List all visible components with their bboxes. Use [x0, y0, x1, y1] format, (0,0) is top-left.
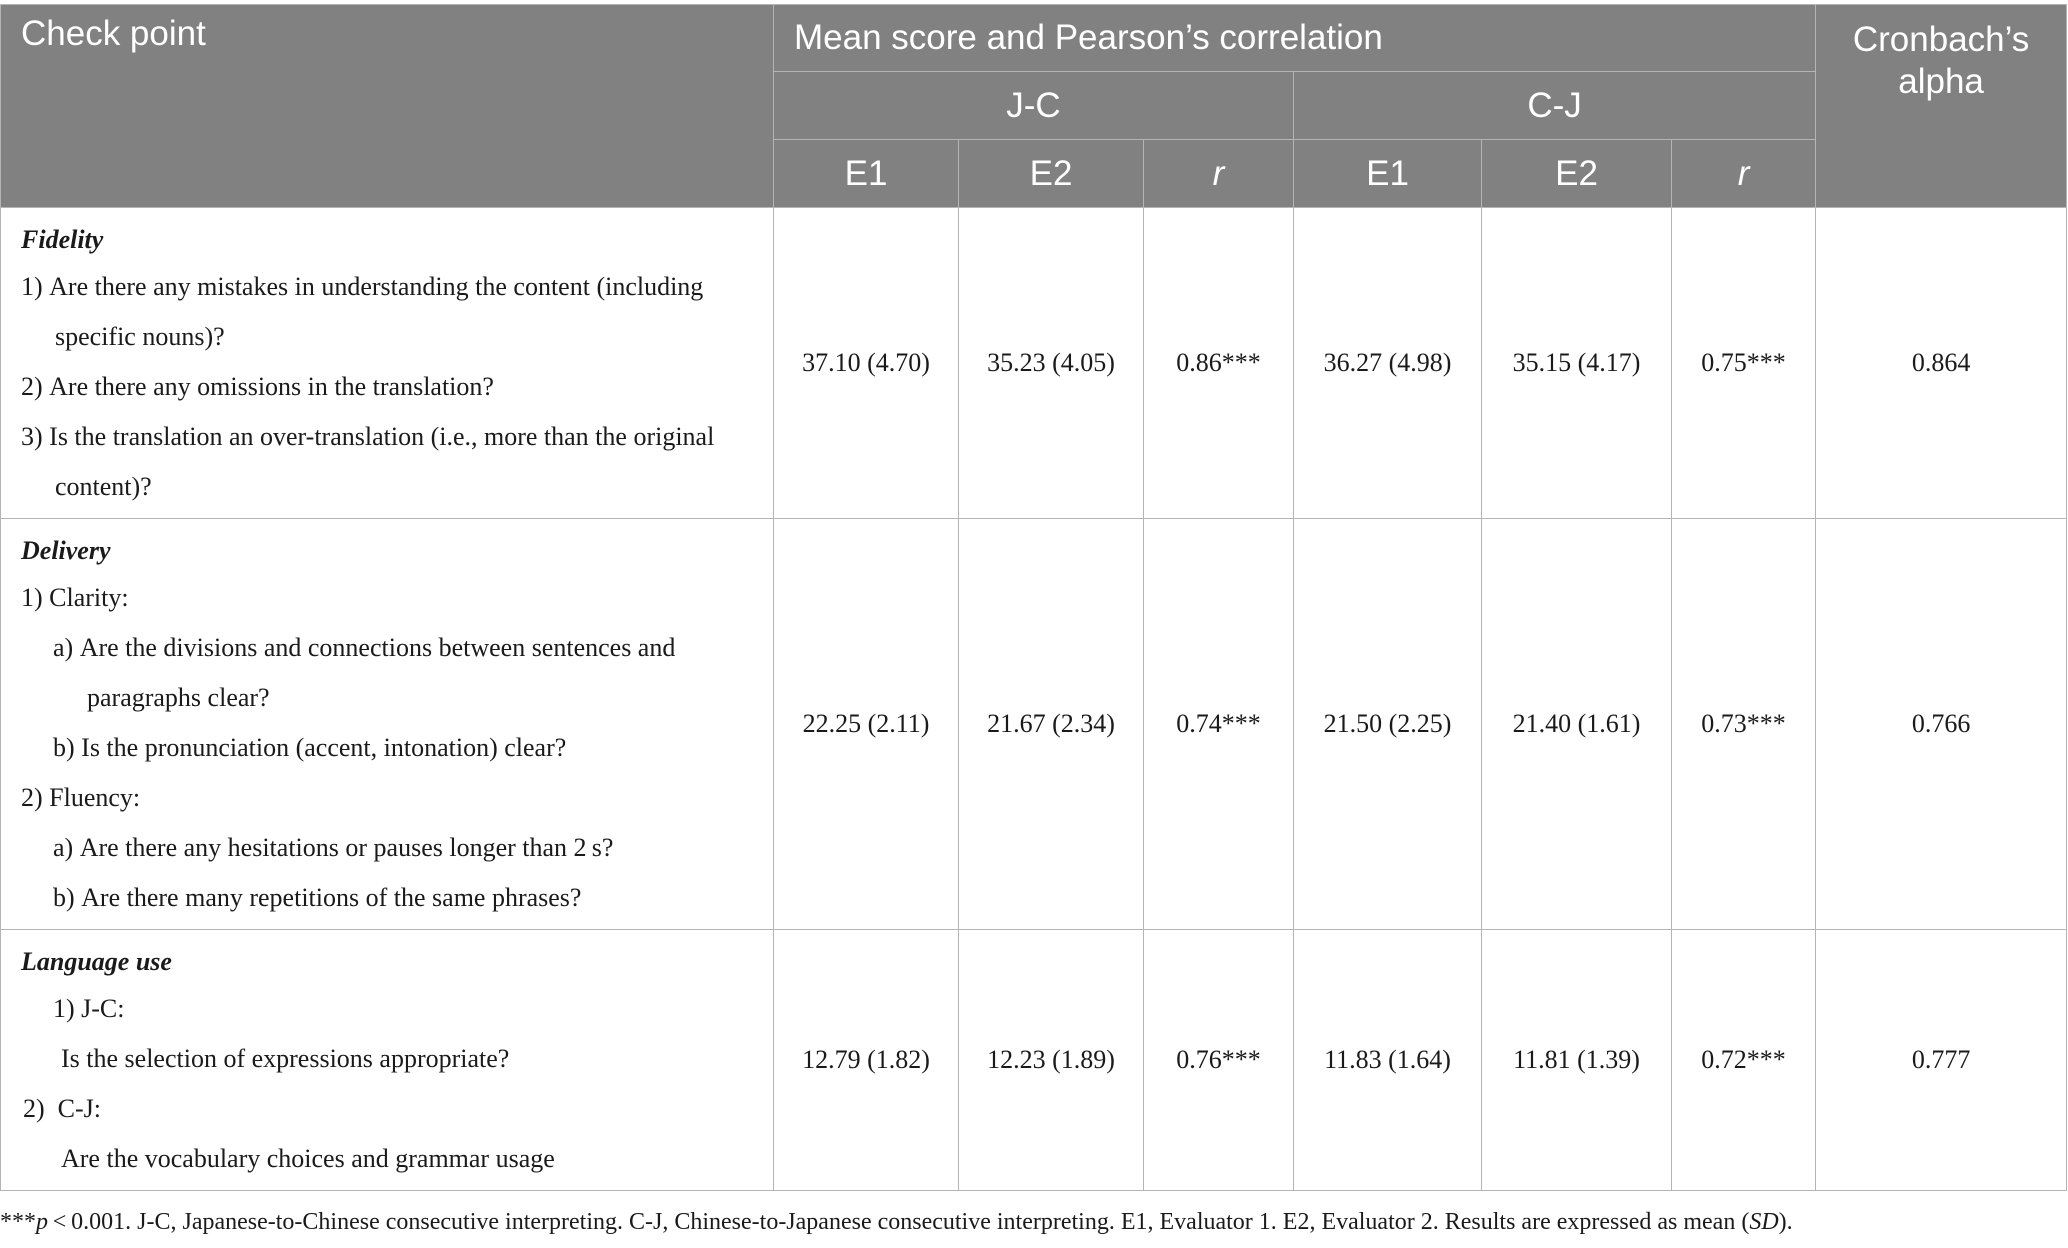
- criterion-line: a) Are the divisions and connections between sentences and paragraphs clear?: [53, 633, 676, 712]
- alpha-cell: 0.864: [1816, 208, 2067, 519]
- criterion-line: Are the vocabulary choices and grammar usage: [61, 1144, 555, 1173]
- criterion-line: 1) J-C:: [53, 994, 125, 1023]
- header-cronbach-alpha: [1816, 5, 2067, 208]
- check-point-cell: [1, 930, 774, 1191]
- table-row-language-use: [1, 930, 2067, 1191]
- header-cj-r: [1672, 140, 1816, 208]
- footnote-p: p: [36, 1209, 48, 1235]
- header-jc-r-label: r: [1212, 153, 1225, 193]
- table-row-delivery: [1, 519, 2067, 930]
- jc-e2-cell: 35.23 (4.05): [959, 208, 1144, 519]
- header-mean-score: Mean score and Pearson’s correlation: [774, 5, 1816, 72]
- header-jc-e1: E1: [774, 140, 959, 208]
- jc-e1-cell: 22.25 (2.11): [774, 519, 959, 930]
- results-table: [0, 4, 2067, 1191]
- jc-r-cell: 0.76***: [1144, 930, 1294, 1191]
- criterion-line: 2) C-J:: [23, 1094, 101, 1123]
- criterion-line: 2) Fluency:: [21, 783, 141, 812]
- header-jc-e2: E2: [959, 140, 1144, 208]
- cj-e1-cell: 11.83 (1.64): [1294, 930, 1482, 1191]
- cj-r-cell: 0.73***: [1672, 519, 1816, 930]
- header-cj-e2: E2: [1482, 140, 1672, 208]
- cj-e2-cell: 35.15 (4.17): [1482, 208, 1672, 519]
- table-row-fidelity: [1, 208, 2067, 519]
- footnote-sd: SD: [1749, 1209, 1779, 1235]
- header-group-jc: J-C: [774, 72, 1294, 140]
- category-label: Language use: [21, 947, 172, 976]
- category-label: Fidelity: [21, 225, 104, 254]
- criterion-line: Is the selection of expressions appropriate?: [61, 1044, 510, 1073]
- criterion-line: 1) Are there any mistakes in understanding the content (including specific nouns)?: [21, 272, 704, 351]
- criterion-line: b) Are there many repetitions of the same phrases?: [53, 883, 582, 912]
- footnote-text: < 0.001. J-C, Japanese-to-Chinese consecutive interpreting. C-J, Chinese-to-Japanese consecutive interpreting. E1, Evaluator 1. E2, Evaluator 2. Results are expressed as mean (: [48, 1209, 1750, 1235]
- criterion-line: a) Are there any hesitations or pauses longer than 2 s?: [53, 833, 614, 862]
- cj-e2-cell: 11.81 (1.39): [1482, 930, 1672, 1191]
- criterion-line: 3) Is the translation an over-translation (i.e., more than the original content)?: [21, 422, 715, 501]
- cj-r-cell: 0.75***: [1672, 208, 1816, 519]
- jc-e2-cell: 12.23 (1.89): [959, 930, 1144, 1191]
- jc-e1-cell: 37.10 (4.70): [774, 208, 959, 519]
- cj-r-cell: 0.72***: [1672, 930, 1816, 1191]
- header-alpha-line2: alpha: [1898, 62, 1984, 101]
- cj-e2-cell: 21.40 (1.61): [1482, 519, 1672, 930]
- header-jc-r: [1144, 140, 1294, 208]
- table-footnote: [0, 1209, 2060, 1236]
- alpha-cell: 0.766: [1816, 519, 2067, 930]
- header-alpha-line1: Cronbach’s: [1852, 20, 2030, 59]
- criterion-line: 1) Clarity:: [21, 583, 129, 612]
- header-check-point: Check point: [1, 5, 774, 208]
- header-cj-e1: E1: [1294, 140, 1482, 208]
- check-point-cell: [1, 208, 774, 519]
- category-label: Delivery: [21, 536, 111, 565]
- header-cj-r-label: r: [1737, 153, 1750, 193]
- check-point-cell: [1, 519, 774, 930]
- jc-e2-cell: 21.67 (2.34): [959, 519, 1144, 930]
- header-group-cj: C-J: [1294, 72, 1816, 140]
- jc-e1-cell: 12.79 (1.82): [774, 930, 959, 1191]
- cj-e1-cell: 36.27 (4.98): [1294, 208, 1482, 519]
- criterion-line: b) Is the pronunciation (accent, intonation) clear?: [53, 733, 567, 762]
- results-table-container: [0, 4, 2068, 1191]
- criterion-line: 2) Are there any omissions in the translation?: [21, 372, 494, 401]
- alpha-cell: 0.777: [1816, 930, 2067, 1191]
- cj-e1-cell: 21.50 (2.25): [1294, 519, 1482, 930]
- jc-r-cell: 0.86***: [1144, 208, 1294, 519]
- jc-r-cell: 0.74***: [1144, 519, 1294, 930]
- footnote-stars: ***: [0, 1209, 36, 1235]
- footnote-end: ).: [1778, 1209, 1793, 1235]
